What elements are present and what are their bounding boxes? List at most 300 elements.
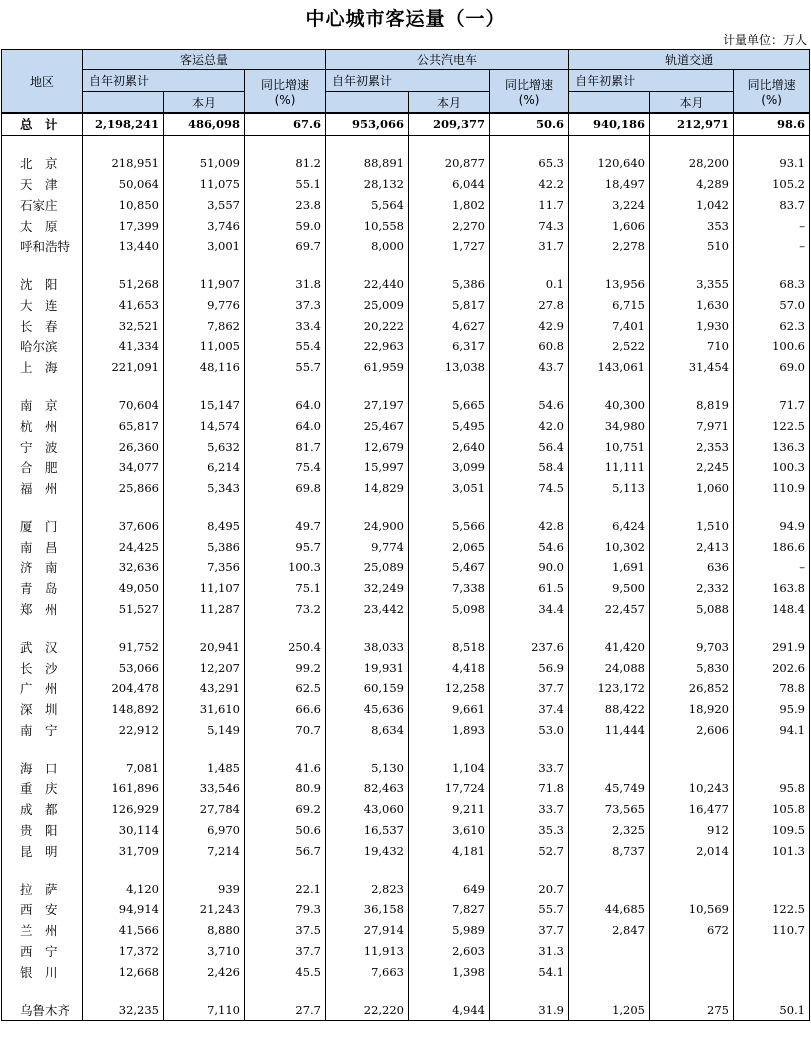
value-cell: 54.1	[490, 962, 569, 983]
value-cell: 122.5	[734, 415, 810, 436]
spacer-cell	[164, 983, 245, 1000]
value-cell: 41,420	[569, 636, 650, 657]
value-cell: 2,014	[650, 841, 734, 862]
value-cell: 33,546	[164, 778, 245, 799]
spacer-cell	[650, 862, 734, 879]
value-cell: 78.8	[734, 678, 810, 699]
region-cell: 武 汉	[2, 636, 83, 657]
value-cell: 1,485	[164, 757, 245, 778]
spacer-cell	[164, 499, 245, 516]
value-cell: 1,630	[650, 294, 734, 315]
value-cell: 65.3	[490, 152, 569, 173]
table-row	[2, 478, 810, 499]
value-cell: 126,929	[83, 799, 164, 820]
value-cell: 5,130	[326, 757, 409, 778]
table-row	[2, 578, 810, 599]
value-cell: 10,850	[83, 194, 164, 215]
value-cell: 91,752	[83, 636, 164, 657]
spacer-cell	[409, 135, 490, 152]
region-cell: 石家庄	[2, 194, 83, 215]
spacer-cell	[245, 620, 326, 637]
value-cell: 3,224	[569, 194, 650, 215]
value-cell: 2,413	[650, 536, 734, 557]
spacer-cell	[326, 983, 409, 1000]
table-row	[2, 536, 810, 557]
value-cell: 6,214	[164, 457, 245, 478]
table-row	[2, 962, 810, 983]
region-cell: 杭 州	[2, 415, 83, 436]
value-cell: 64.0	[245, 394, 326, 415]
value-cell: 3,099	[409, 457, 490, 478]
value-cell: –	[734, 215, 810, 236]
spacer-cell	[83, 257, 164, 274]
value-cell: 2,522	[569, 336, 650, 357]
value-cell: 2,278	[569, 236, 650, 257]
total-row	[2, 114, 810, 136]
value-cell: 4,181	[409, 841, 490, 862]
value-cell: 37.7	[490, 920, 569, 941]
value-cell: 32,521	[83, 315, 164, 336]
value-cell: 36,158	[326, 899, 409, 920]
value-cell: 912	[650, 820, 734, 841]
value-cell: 24,088	[569, 657, 650, 678]
value-cell: 43.7	[490, 357, 569, 378]
spacer-cell	[83, 378, 164, 395]
spacer-row	[2, 257, 810, 274]
value-cell: 7,663	[326, 962, 409, 983]
value-cell: 18,920	[650, 699, 734, 720]
region-cell: 呼和浩特	[2, 236, 83, 257]
value-cell: 202.6	[734, 657, 810, 678]
region-cell: 昆 明	[2, 841, 83, 862]
value-cell: 94.1	[734, 720, 810, 741]
spacer-cell	[326, 257, 409, 274]
region-cell: 广 州	[2, 678, 83, 699]
spacer-cell	[245, 135, 326, 152]
value-cell: 939	[164, 878, 245, 899]
value-cell: 37.5	[245, 920, 326, 941]
region-cell: 银 川	[2, 962, 83, 983]
value-cell: 28,132	[326, 173, 409, 194]
spacer-cell	[409, 499, 490, 516]
value-cell: 3,710	[164, 941, 245, 962]
value-cell: 37,606	[83, 515, 164, 536]
table-row	[2, 878, 810, 899]
region-cell: 兰 州	[2, 920, 83, 941]
table-header	[1, 49, 810, 113]
table-row	[2, 415, 810, 436]
value-cell: 55.7	[245, 357, 326, 378]
value-cell: 11,907	[164, 273, 245, 294]
value-cell: 22,912	[83, 720, 164, 741]
value-cell: 2,198,241	[83, 114, 164, 136]
value-cell: 33.7	[490, 799, 569, 820]
value-cell: 24,900	[326, 515, 409, 536]
spacer-cell	[245, 983, 326, 1000]
spacer-cell	[569, 983, 650, 1000]
value-cell: 7,214	[164, 841, 245, 862]
value-cell: 8,819	[650, 394, 734, 415]
value-cell: 34,980	[569, 415, 650, 436]
spacer-cell	[409, 862, 490, 879]
spacer-cell	[650, 257, 734, 274]
value-cell: 49.7	[245, 515, 326, 536]
table-row	[2, 699, 810, 720]
unit-label: 计量单位：万人	[722, 33, 807, 47]
table-row	[2, 294, 810, 315]
table-row	[2, 457, 810, 478]
value-cell: 13,440	[83, 236, 164, 257]
spacer-cell	[734, 862, 810, 879]
value-cell: 1,510	[650, 515, 734, 536]
value-cell: 9,500	[569, 578, 650, 599]
value-cell: 95.8	[734, 778, 810, 799]
table-row	[2, 315, 810, 336]
value-cell: 27,914	[326, 920, 409, 941]
value-cell: 5,098	[409, 599, 490, 620]
value-cell	[569, 878, 650, 899]
value-cell: 37.7	[490, 678, 569, 699]
spacer-cell	[409, 983, 490, 1000]
value-cell: 66.6	[245, 699, 326, 720]
table-row	[2, 636, 810, 657]
region-cell: 青 岛	[2, 578, 83, 599]
value-cell: 53,066	[83, 657, 164, 678]
value-cell: 123,172	[569, 678, 650, 699]
value-cell: 58.4	[490, 457, 569, 478]
value-cell: 3,051	[409, 478, 490, 499]
value-cell: 51,009	[164, 152, 245, 173]
value-cell: 12,668	[83, 962, 164, 983]
value-cell: 69.0	[734, 357, 810, 378]
value-cell: 14,574	[164, 415, 245, 436]
table-row	[2, 236, 810, 257]
value-cell: 82,463	[326, 778, 409, 799]
value-cell: 37.3	[245, 294, 326, 315]
value-cell: 10,302	[569, 536, 650, 557]
spacer-cell	[490, 257, 569, 274]
value-cell: 100.6	[734, 336, 810, 357]
region-cell: 南 昌	[2, 536, 83, 557]
value-cell: 7,827	[409, 899, 490, 920]
value-cell: 45,636	[326, 699, 409, 720]
value-cell: 90.0	[490, 557, 569, 578]
spacer-cell	[2, 620, 83, 637]
value-cell: 74.5	[490, 478, 569, 499]
value-cell: 10,558	[326, 215, 409, 236]
spacer-row	[2, 620, 810, 637]
value-cell: 94,914	[83, 899, 164, 920]
value-cell: 5,343	[164, 478, 245, 499]
table-row	[2, 941, 810, 962]
value-cell: 74.3	[490, 215, 569, 236]
value-cell: 32,636	[83, 557, 164, 578]
spacer-cell	[409, 378, 490, 395]
table-row	[2, 215, 810, 236]
value-cell: 7,110	[164, 999, 245, 1020]
value-cell: 1,104	[409, 757, 490, 778]
spacer-cell	[83, 741, 164, 758]
value-cell: 21,243	[164, 899, 245, 920]
value-cell: –	[734, 557, 810, 578]
value-cell: 3,610	[409, 820, 490, 841]
region-cell: 拉 萨	[2, 878, 83, 899]
region-cell: 沈 阳	[2, 273, 83, 294]
value-cell: 510	[650, 236, 734, 257]
value-cell: 26,360	[83, 436, 164, 457]
table-row	[2, 273, 810, 294]
value-cell: 204,478	[83, 678, 164, 699]
value-cell: 1,691	[569, 557, 650, 578]
table-row	[2, 720, 810, 741]
value-cell	[569, 962, 650, 983]
value-cell: 18,497	[569, 173, 650, 194]
value-cell: 22,440	[326, 273, 409, 294]
value-cell: 2,640	[409, 436, 490, 457]
spacer-cell	[2, 741, 83, 758]
region-cell: 合 肥	[2, 457, 83, 478]
value-cell: 250.4	[245, 636, 326, 657]
spacer-cell	[490, 499, 569, 516]
value-cell: 83.7	[734, 194, 810, 215]
spacer-cell	[164, 135, 245, 152]
value-cell: 25,467	[326, 415, 409, 436]
value-cell: 2,353	[650, 436, 734, 457]
spacer-cell	[490, 378, 569, 395]
value-cell: 105.8	[734, 799, 810, 820]
spacer-cell	[490, 620, 569, 637]
value-cell: 69.7	[245, 236, 326, 257]
region-cell: 天 津	[2, 173, 83, 194]
value-cell	[734, 878, 810, 899]
spacer-cell	[409, 741, 490, 758]
region-cell: 北 京	[2, 152, 83, 173]
spacer-cell	[245, 862, 326, 879]
value-cell: 17,372	[83, 941, 164, 962]
value-cell: 53.0	[490, 720, 569, 741]
spacer-cell	[569, 862, 650, 879]
spacer-cell	[650, 741, 734, 758]
value-cell: 55.1	[245, 173, 326, 194]
table-row	[2, 757, 810, 778]
spacer-cell	[734, 620, 810, 637]
value-cell: 88,891	[326, 152, 409, 173]
value-cell: 2,325	[569, 820, 650, 841]
value-cell: 45,749	[569, 778, 650, 799]
value-cell: 52.7	[490, 841, 569, 862]
header-total-cumulative: 自年初累计	[83, 70, 245, 92]
value-cell: 1,042	[650, 194, 734, 215]
value-cell: 11,075	[164, 173, 245, 194]
value-cell: 50.6	[490, 114, 569, 136]
value-cell: 57.0	[734, 294, 810, 315]
value-cell: 41,334	[83, 336, 164, 357]
value-cell: 79.3	[245, 899, 326, 920]
value-cell: 5,113	[569, 478, 650, 499]
value-cell: 75.1	[245, 578, 326, 599]
region-cell: 贵 阳	[2, 820, 83, 841]
table-row	[2, 194, 810, 215]
value-cell: 38,033	[326, 636, 409, 657]
spacer-cell	[164, 862, 245, 879]
spacer-cell	[83, 983, 164, 1000]
spacer-cell	[245, 378, 326, 395]
value-cell: 11.7	[490, 194, 569, 215]
value-cell: 11,913	[326, 941, 409, 962]
value-cell: 70.7	[245, 720, 326, 741]
value-cell: 940,186	[569, 114, 650, 136]
value-cell: 20,222	[326, 315, 409, 336]
value-cell: 16,537	[326, 820, 409, 841]
value-cell: 9,703	[650, 636, 734, 657]
spacer-cell	[734, 135, 810, 152]
value-cell: 50.1	[734, 999, 810, 1020]
spacer-cell	[2, 378, 83, 395]
value-cell: 5,495	[409, 415, 490, 436]
spacer-cell	[326, 499, 409, 516]
value-cell: 61.5	[490, 578, 569, 599]
value-cell: 122.5	[734, 899, 810, 920]
value-cell: 64.0	[245, 415, 326, 436]
region-cell: 济 南	[2, 557, 83, 578]
region-cell: 长 春	[2, 315, 83, 336]
value-cell: 353	[650, 215, 734, 236]
value-cell: 120,640	[569, 152, 650, 173]
value-cell	[734, 757, 810, 778]
value-cell: 60.8	[490, 336, 569, 357]
value-cell: 2,065	[409, 536, 490, 557]
table-row	[2, 394, 810, 415]
data-table-body	[2, 114, 810, 1021]
value-cell: 67.6	[245, 114, 326, 136]
value-cell: 27,197	[326, 394, 409, 415]
value-cell: 4,120	[83, 878, 164, 899]
value-cell: 20,877	[409, 152, 490, 173]
value-cell: 486,098	[164, 114, 245, 136]
spacer-cell	[569, 257, 650, 274]
value-cell: 73,565	[569, 799, 650, 820]
value-cell: 43,291	[164, 678, 245, 699]
value-cell: 15,997	[326, 457, 409, 478]
table-row	[2, 515, 810, 536]
value-cell: 99.2	[245, 657, 326, 678]
region-cell: 乌鲁木齐	[2, 999, 83, 1020]
value-cell: 31,610	[164, 699, 245, 720]
region-cell: 太 原	[2, 215, 83, 236]
table-row	[2, 778, 810, 799]
value-cell: 710	[650, 336, 734, 357]
value-cell: 4,627	[409, 315, 490, 336]
value-cell: 5,830	[650, 657, 734, 678]
value-cell	[569, 757, 650, 778]
value-cell: 56.9	[490, 657, 569, 678]
spacer-row	[2, 862, 810, 879]
value-cell: 1,060	[650, 478, 734, 499]
value-cell: 31,454	[650, 357, 734, 378]
value-cell: 5,467	[409, 557, 490, 578]
spacer-cell	[326, 862, 409, 879]
spacer-cell	[245, 499, 326, 516]
page-title: 中心城市客运量（一）	[305, 8, 506, 30]
value-cell: 10,569	[650, 899, 734, 920]
value-cell: 6,715	[569, 294, 650, 315]
value-cell: 100.3	[734, 457, 810, 478]
header-rail-month: 本月	[650, 92, 734, 113]
header-total-growth: 同比增速 (%)	[245, 70, 326, 113]
value-cell: 291.9	[734, 636, 810, 657]
value-cell: 6,424	[569, 515, 650, 536]
value-cell: 55.4	[245, 336, 326, 357]
value-cell: 51,527	[83, 599, 164, 620]
value-cell: 12,207	[164, 657, 245, 678]
value-cell: 101.3	[734, 841, 810, 862]
value-cell: 143,061	[569, 357, 650, 378]
value-cell	[569, 941, 650, 962]
region-cell: 重 庆	[2, 778, 83, 799]
header-bus-growth: 同比增速 (%)	[490, 70, 569, 113]
value-cell: 672	[650, 920, 734, 941]
value-cell: 62.3	[734, 315, 810, 336]
value-cell: 27.8	[490, 294, 569, 315]
value-cell: 5,817	[409, 294, 490, 315]
spacer-cell	[569, 378, 650, 395]
value-cell: 56.4	[490, 436, 569, 457]
value-cell: 73.2	[245, 599, 326, 620]
value-cell: 33.4	[245, 315, 326, 336]
header-group-bus: 公共汽电车	[326, 50, 569, 70]
table-row	[2, 920, 810, 941]
header-region: 地区	[2, 50, 83, 113]
value-cell: 33.7	[490, 757, 569, 778]
value-cell: 11,111	[569, 457, 650, 478]
value-cell: 5,088	[650, 599, 734, 620]
value-cell: 94.9	[734, 515, 810, 536]
value-cell: 109.5	[734, 820, 810, 841]
value-cell: 93.1	[734, 152, 810, 173]
spacer-cell	[490, 983, 569, 1000]
region-cell: 大 连	[2, 294, 83, 315]
value-cell: 209,377	[409, 114, 490, 136]
header-total-cumulative-spacer	[83, 92, 164, 113]
region-cell: 郑 州	[2, 599, 83, 620]
region-cell: 成 都	[2, 799, 83, 820]
value-cell	[734, 941, 810, 962]
value-cell: 65,817	[83, 415, 164, 436]
value-cell: 23.8	[245, 194, 326, 215]
value-cell: 7,356	[164, 557, 245, 578]
value-cell: 22,963	[326, 336, 409, 357]
spacer-cell	[650, 620, 734, 637]
region-cell: 西 安	[2, 899, 83, 920]
value-cell: 56.7	[245, 841, 326, 862]
value-cell: 1,606	[569, 215, 650, 236]
value-cell: 60,159	[326, 678, 409, 699]
spacer-cell	[734, 741, 810, 758]
value-cell: 20.7	[490, 878, 569, 899]
value-cell: 7,401	[569, 315, 650, 336]
header-bus-cumulative-spacer	[326, 92, 409, 113]
value-cell: 14,829	[326, 478, 409, 499]
value-cell: 161,896	[83, 778, 164, 799]
value-cell: 9,774	[326, 536, 409, 557]
value-cell: 7,338	[409, 578, 490, 599]
value-cell: 35.3	[490, 820, 569, 841]
value-cell: 7,971	[650, 415, 734, 436]
value-cell: 23,442	[326, 599, 409, 620]
value-cell	[734, 962, 810, 983]
spacer-cell	[734, 378, 810, 395]
header-rail-growth: 同比增速 (%)	[734, 70, 810, 113]
